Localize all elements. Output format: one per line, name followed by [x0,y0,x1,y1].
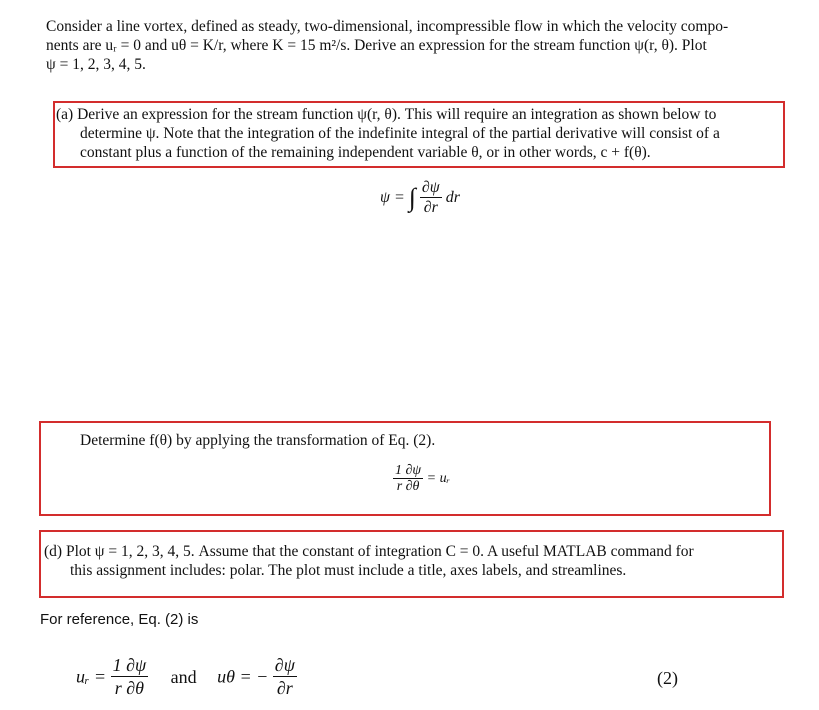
partial-fraction [420,178,442,217]
part-d-line: (d) Plot ψ = 1, 2, 3, 4, 5. Assume that the constant of integration C = 0. A useful MATLAB command for [44,543,694,560]
fraction-denominator: r ∂θ [114,678,144,698]
intro-line: ψ = 1, 2, 3, 4, 5. [46,56,146,73]
fraction-denominator: r ∂θ [396,479,420,494]
part-a-line: determine ψ. Note that the integration of the indefinite integral of the partial derivative will consist of a [80,125,720,142]
integral-lhs: ψ = [380,189,405,206]
intro-line: Consider a line vortex, defined as steady, two-dimensional, incompressible flow in which the velocity compo- [46,18,729,35]
eq2-fraction [273,654,297,699]
part-d-line: this assignment includes: polar. The plot must include a title, axes labels, and streamlines. [70,562,627,579]
part-a-line: constant plus a function of the remaining independent variable θ, or in other words, c + f(θ). [80,144,651,161]
part-a-line: (a) Derive an expression for the stream function ψ(r, θ). This will require an integration as shown below to [56,106,717,123]
fraction-denominator: ∂r [276,678,293,698]
transformation-equation [393,463,450,494]
equation-number: (2) [657,668,678,688]
and-word: and [170,666,197,687]
part-c-text: Determine f(θ) by applying the transformation of Eq. (2). [80,432,436,449]
part-d-text [44,542,779,580]
fraction-numerator: ∂ψ [421,179,440,196]
fraction-denominator: ∂r [423,199,438,216]
eq1-lhs: uᵣ = [76,666,107,687]
integral-equation [380,178,460,217]
part-a-text [56,105,781,162]
fraction-numerator: 1 ∂ψ [112,655,147,675]
reference-label: For reference, Eq. (2) is [40,611,199,628]
equation-2 [76,654,297,699]
eq1-fraction [111,654,149,699]
intro-paragraph [46,17,786,74]
eq2-lhs: uθ = − [217,666,269,687]
intro-line: nents are uᵣ = 0 and uθ = K/r, where K = 15 m²/s. Derive an expression for the stream function ψ(r, θ). Plot [46,37,707,54]
transformation-rhs: = uᵣ [426,471,451,486]
transformation-fraction [393,463,423,494]
integral-tail: dr [445,189,460,206]
integral-sign: ∫ [408,183,416,212]
fraction-numerator: ∂ψ [274,655,295,675]
fraction-numerator: 1 ∂ψ [395,463,422,478]
